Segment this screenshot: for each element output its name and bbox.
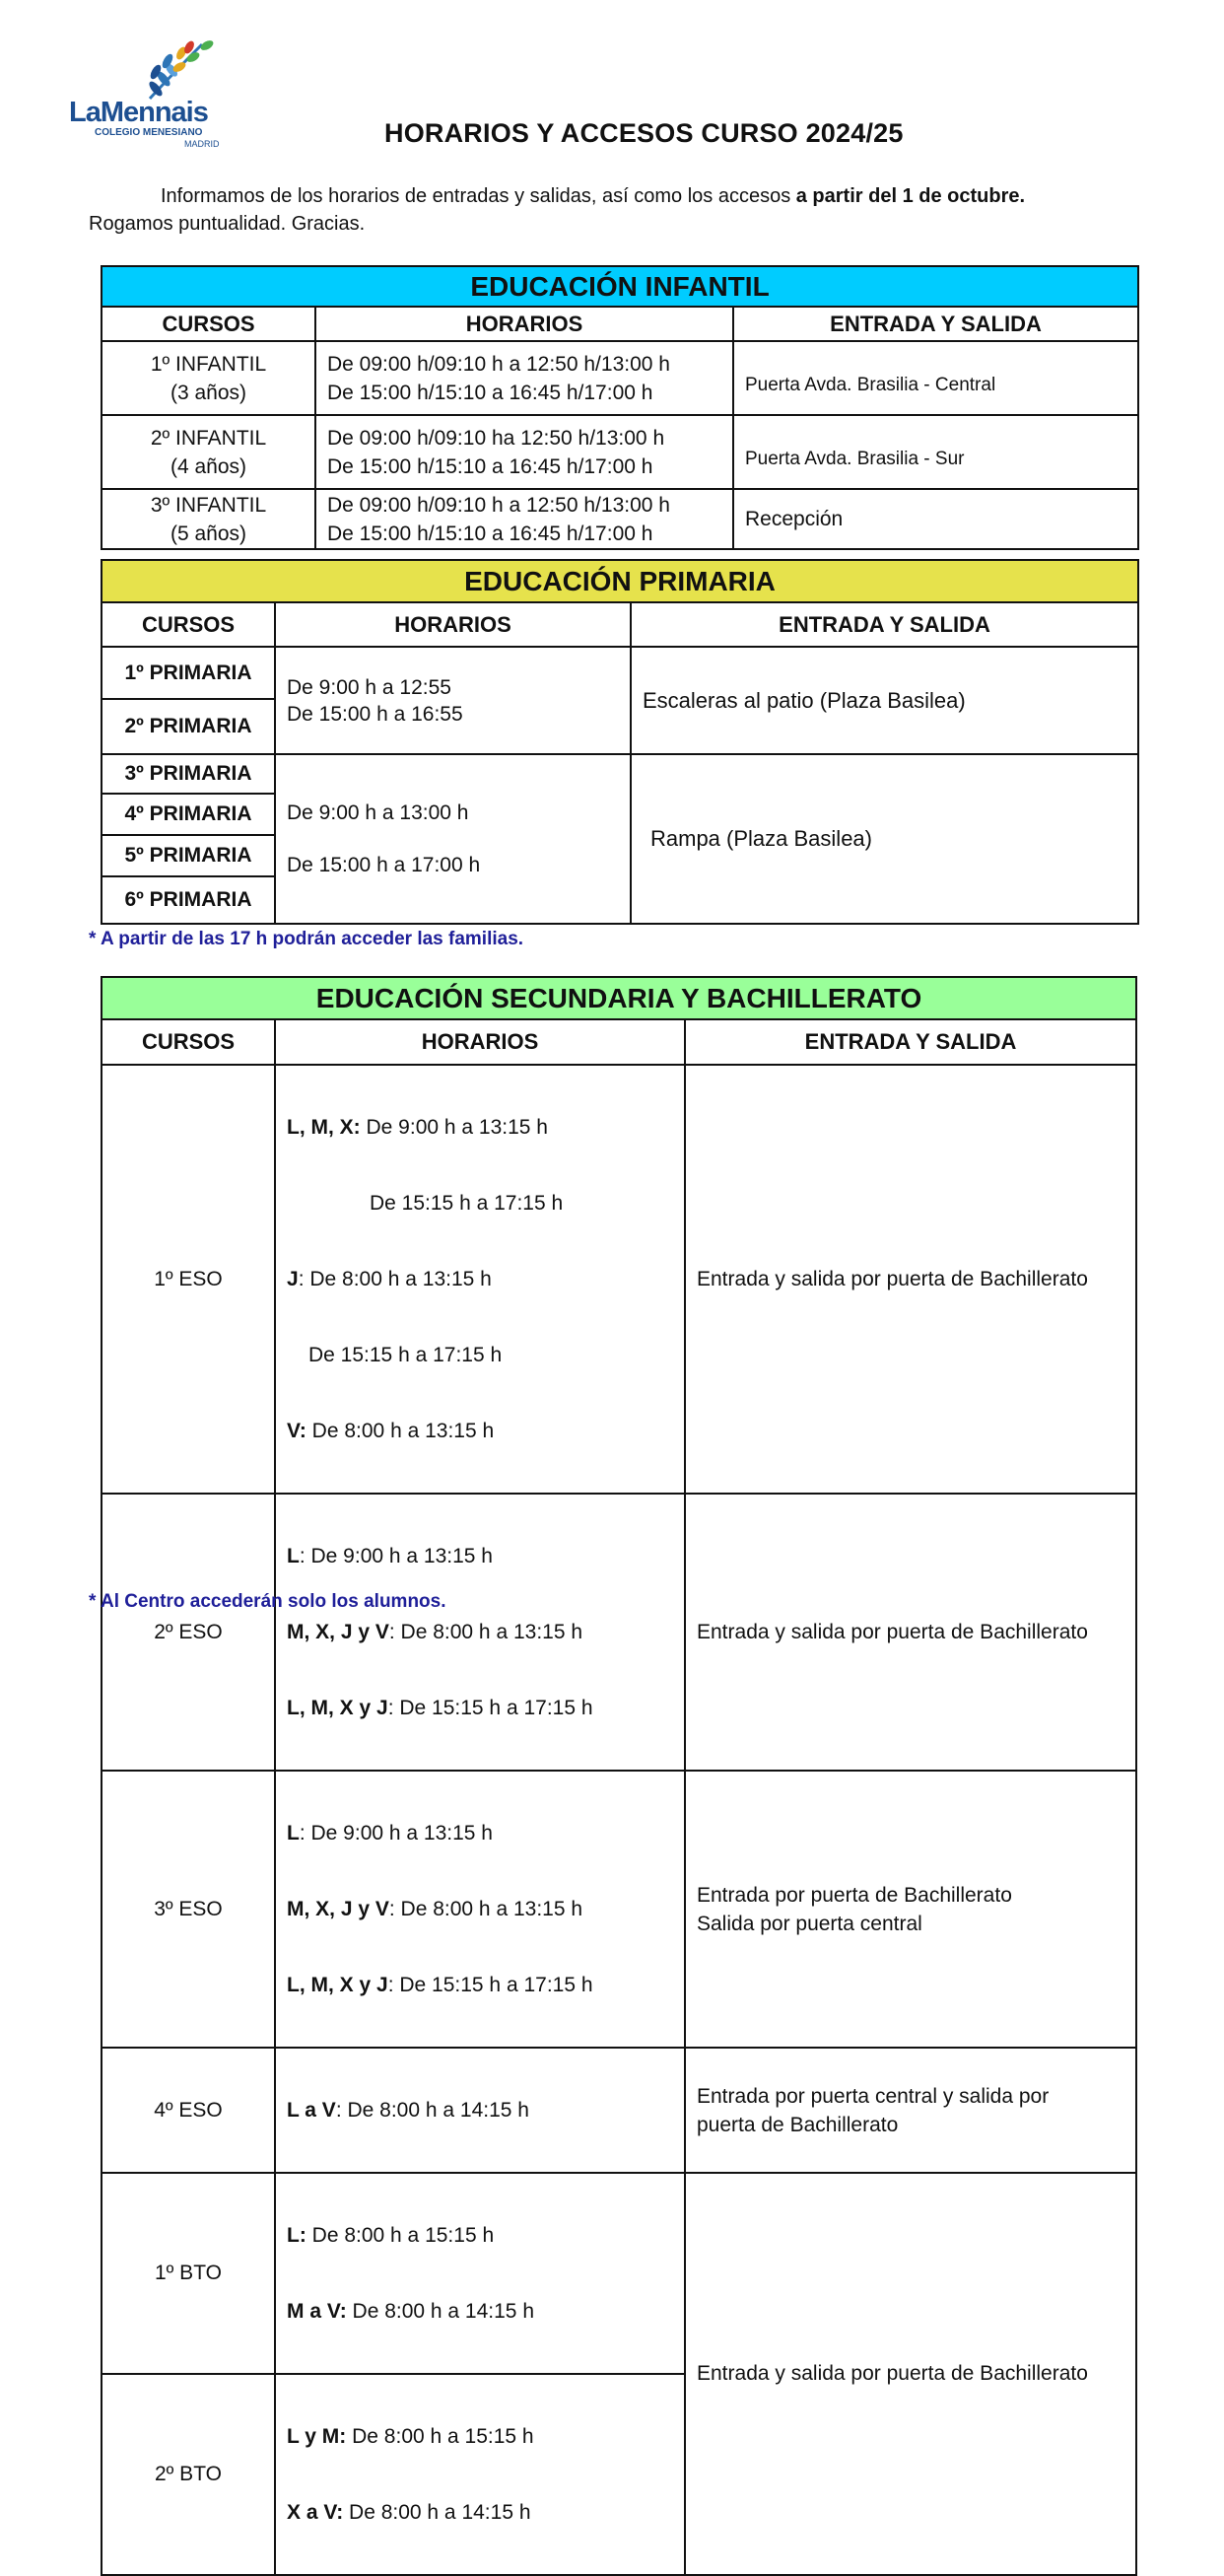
horario-line: De 15:00 h/15:10 a 16:45 h/17:00 h <box>327 454 653 478</box>
dias-label: M, X, J y V <box>287 1898 389 1920</box>
acceso-label: Entrada por puerta central y salida por <box>697 2084 1050 2108</box>
horario-text: : De 15:15 h a 17:15 h <box>387 1697 593 1719</box>
acceso-label: Entrada por puerta de Bachillerato <box>697 1883 1012 1907</box>
acceso-label: Recepción <box>745 507 844 530</box>
dias-label: M a V: <box>287 2300 347 2323</box>
dias-label: L a V <box>287 2099 336 2122</box>
primaria-title: EDUCACIÓN PRIMARIA <box>102 560 1138 602</box>
table-row <box>102 647 1138 699</box>
col-header-cursos: CURSOS <box>102 602 275 647</box>
horario-line <box>287 1618 684 1646</box>
logo-subtitle: COLEGIO MENESIANO <box>95 127 203 138</box>
col-header-entrada: ENTRADA Y SALIDA <box>631 602 1138 647</box>
dias-label: J <box>287 1268 299 1290</box>
horario-line <box>287 2422 684 2451</box>
horario-line <box>287 1895 684 1923</box>
horario-line <box>287 2096 684 2124</box>
dias-label: L, M, X: <box>287 1116 361 1139</box>
curso-label: 4º ESO <box>102 2048 275 2173</box>
horario-text: : De 8:00 h a 13:15 h <box>298 1268 492 1290</box>
acceso-label: puerta de Bachillerato <box>697 2113 899 2136</box>
acceso-label: Escaleras al patio (Plaza Basilea) <box>643 687 966 713</box>
horario-line: De 15:15 h a 17:15 h <box>308 1344 503 1366</box>
horario-line: De 15:00 h a 16:55 <box>287 703 463 726</box>
infantil-title: EDUCACIÓN INFANTIL <box>102 266 1138 307</box>
horario-text: : De 15:15 h a 17:15 h <box>387 1974 593 1996</box>
curso-label: 3º INFANTIL <box>150 493 267 517</box>
horario-line <box>287 1542 684 1570</box>
horario-text: : De 9:00 h a 13:15 h <box>299 1822 493 1845</box>
curso-label: 2º ESO <box>102 1494 275 1771</box>
curso-label: 1º INFANTIL <box>150 352 267 376</box>
secundaria-note: * Al Centro accederán solo los alumnos. <box>89 1591 446 1612</box>
curso-label: 2º INFANTIL <box>150 426 267 450</box>
secundaria-title: EDUCACIÓN SECUNDARIA Y BACHILLERATO <box>102 977 1136 1019</box>
curso-label: 1º ESO <box>102 1065 275 1494</box>
intro-text: Informamos de los horarios de entradas y salidas, así como los accesos <box>161 185 796 207</box>
horario-text: : De 8:00 h a 14:15 h <box>335 2099 529 2122</box>
curso-label: 3º ESO <box>102 1771 275 2048</box>
horario-line <box>287 2297 684 2326</box>
table-row <box>102 341 1138 415</box>
curso-label: 1º PRIMARIA <box>102 647 275 699</box>
horario-text: De 8:00 h a 14:15 h <box>343 2501 531 2524</box>
col-header-horarios: HORARIOS <box>275 1019 685 1065</box>
logo-city: MADRID <box>184 139 220 149</box>
curso-label: 4º PRIMARIA <box>102 794 275 835</box>
horario-text: De 8:00 h a 14:15 h <box>346 2300 534 2323</box>
dias-label: L: <box>287 2224 306 2247</box>
table-row <box>102 1065 1136 1494</box>
horario-line <box>287 1417 684 1445</box>
page-title: HORARIOS Y ACCESOS CURSO 2024/25 <box>384 118 904 148</box>
horario-text: : De 9:00 h a 13:15 h <box>299 1545 493 1567</box>
col-header-horarios: HORARIOS <box>275 602 631 647</box>
col-header-entrada: ENTRADA Y SALIDA <box>685 1019 1136 1065</box>
horario-line <box>287 2498 684 2527</box>
dias-label: X a V: <box>287 2501 344 2524</box>
curso-label: 2º PRIMARIA <box>102 699 275 754</box>
horario-line: De 09:00 h/09:10 h a 12:50 h/13:00 h <box>327 352 670 376</box>
logo-name: LaMennais <box>69 97 208 128</box>
curso-label: 6º PRIMARIA <box>102 876 275 924</box>
col-header-entrada: ENTRADA Y SALIDA <box>733 307 1138 341</box>
curso-label: 3º PRIMARIA <box>102 754 275 794</box>
horario-text: : De 8:00 h a 13:15 h <box>388 1898 583 1920</box>
table-row <box>102 2048 1136 2173</box>
curso-label: 1º BTO <box>102 2173 275 2374</box>
horario-text: De 9:00 h a 13:15 h <box>360 1116 548 1139</box>
curso-age: (4 años) <box>170 454 247 478</box>
dias-label: L, M, X y J <box>287 1697 388 1719</box>
acceso-label: Salida por puerta central <box>697 1912 922 1935</box>
horario-line <box>287 1265 684 1293</box>
intro-line-1 <box>161 185 1025 208</box>
dias-label: L <box>287 1822 300 1845</box>
col-header-cursos: CURSOS <box>102 307 315 341</box>
table-row <box>102 1494 1136 1771</box>
col-header-horarios: HORARIOS <box>315 307 733 341</box>
horario-line <box>287 1971 684 1999</box>
horario-line: De 9:00 h a 12:55 <box>287 676 451 699</box>
curso-label: 2º BTO <box>102 2374 275 2575</box>
dias-label: L, M, X y J <box>287 1974 388 1996</box>
horario-text: De 8:00 h a 15:15 h <box>306 2224 495 2247</box>
horario-text: : De 8:00 h a 13:15 h <box>388 1621 583 1643</box>
dias-label: M, X, J y V <box>287 1621 389 1643</box>
acceso-label: Puerta Avda. Brasilia - Sur <box>745 448 965 469</box>
curso-age: (3 años) <box>170 381 247 404</box>
horario-line <box>287 1819 684 1847</box>
horario-text: De 8:00 h a 13:15 h <box>306 1420 495 1442</box>
acceso-label: Entrada y salida por puerta de Bachillerato <box>697 1267 1088 1290</box>
horario-line: De 9:00 h a 13:00 h <box>287 801 469 824</box>
infantil-table <box>101 265 1139 550</box>
table-row <box>102 415 1138 489</box>
table-row <box>102 2173 1136 2374</box>
olive-branch-icon <box>69 39 227 101</box>
horario-line <box>287 1113 684 1142</box>
school-logo <box>69 39 227 148</box>
curso-age: (5 años) <box>170 522 247 545</box>
dias-label: L <box>287 1545 300 1567</box>
intro-line-2: Rogamos puntualidad. Gracias. <box>89 213 366 235</box>
horario-text: De 8:00 h a 15:15 h <box>346 2425 534 2448</box>
acceso-label: Rampa (Plaza Basilea) <box>650 826 872 851</box>
horario-line: De 15:00 h/15:10 a 16:45 h/17:00 h <box>327 522 653 545</box>
dias-label: V: <box>287 1420 306 1442</box>
acceso-label: Entrada y salida por puerta de Bachillerato <box>697 2362 1088 2385</box>
acceso-label: Entrada y salida por puerta de Bachillerato <box>697 1620 1088 1643</box>
horario-line: De 15:00 h/15:10 a 16:45 h/17:00 h <box>327 381 653 404</box>
secundaria-table <box>101 976 1137 2576</box>
curso-label: 5º PRIMARIA <box>102 835 275 876</box>
table-row <box>102 489 1138 549</box>
intro-date: a partir del 1 de octubre. <box>795 185 1026 207</box>
col-header-cursos: CURSOS <box>102 1019 275 1065</box>
horario-line <box>287 1694 684 1722</box>
horario-line: De 09:00 h/09:10 h a 12:50 h/13:00 h <box>327 493 670 517</box>
table-row <box>102 754 1138 794</box>
horario-line: De 15:00 h a 17:00 h <box>287 854 481 876</box>
table-row <box>102 1771 1136 2048</box>
acceso-label: Puerta Avda. Brasilia - Central <box>745 374 996 395</box>
horario-line: De 09:00 h/09:10 ha 12:50 h/13:00 h <box>327 426 665 450</box>
horario-line <box>287 2221 684 2250</box>
primaria-table <box>101 559 1139 925</box>
dias-label: L y M: <box>287 2425 347 2448</box>
horario-line: De 15:15 h a 17:15 h <box>370 1192 564 1215</box>
primaria-note: * A partir de las 17 h podrán acceder las familias. <box>89 929 524 949</box>
